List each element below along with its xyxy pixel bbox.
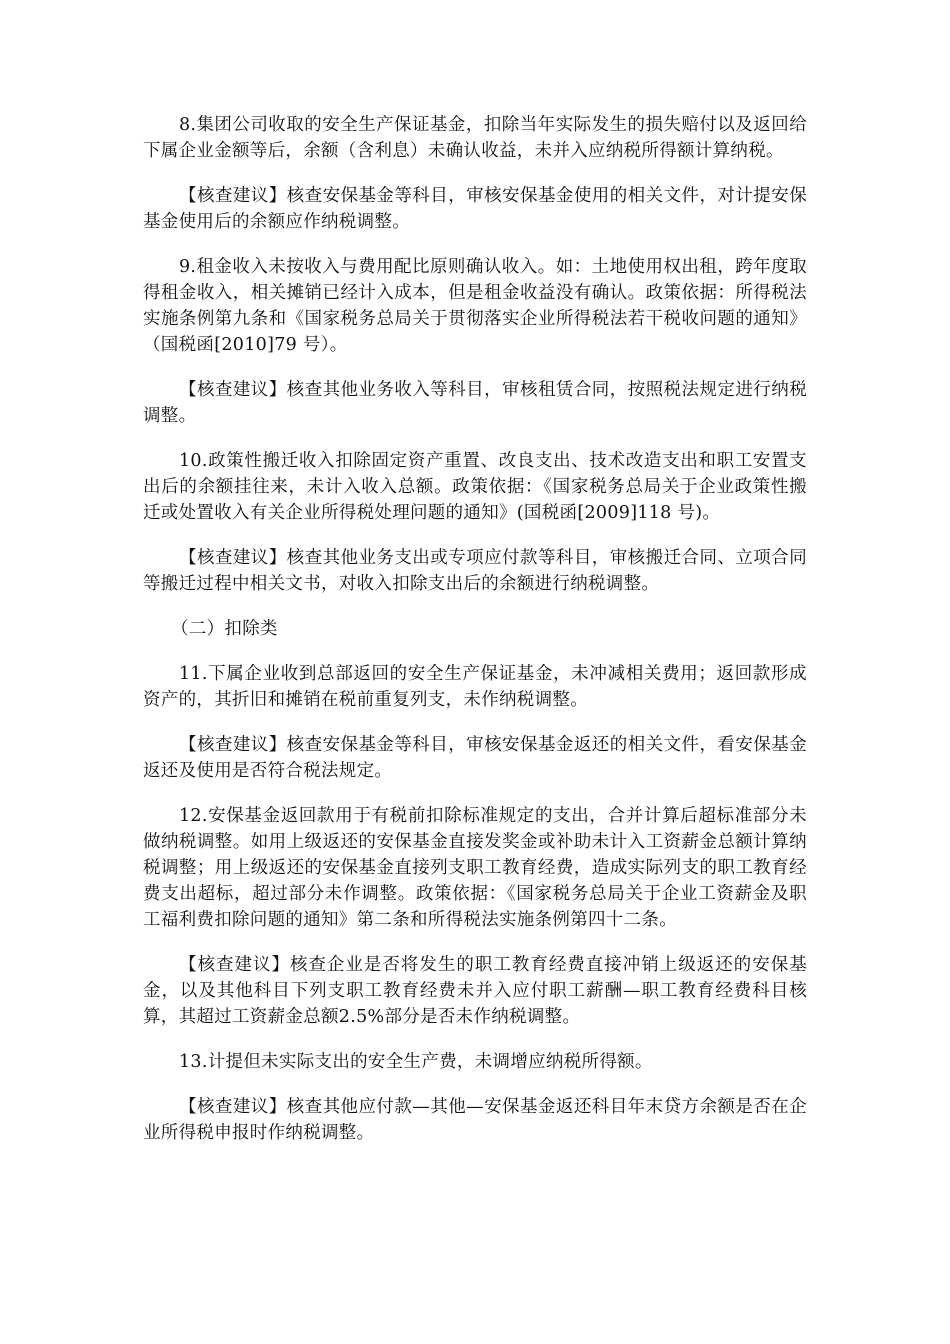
section-heading-deductions: （二）扣除类 [171,619,278,639]
paragraph-item-12: 12.安保基金返回款用于有税前扣除标准规定的支出，合并计算后超标准部分未做纳税调整。如用上级返还的安保基金直接发奖金或补助未计入工资薪金总额计算纳税调整；用上级返还的安保基金直接列支职工教育经费，造成实际列支的职工教育经费支出超标，超过部分未作调整。政策依据：《国家税务总局关于企业工资薪金及职工福利费扣除问题的通知》第二条和所得税法实施条例第四十二条。 [143,806,807,930]
paragraph-check-advice-8: 【核查建议】核查安保基金等科目，审核安保基金使用的相关文件，对计提安保基金使用后的余额应作纳税调整。 [143,186,807,232]
paragraph-check-advice-10: 【核查建议】核查其他业务支出或专项应付款等科目，审核搬迁合同、立项合同等搬迁过程中相关文书，对收入扣除支出后的余额进行纳税调整。 [143,548,807,594]
paragraph-item-8: 8.集团公司收取的安全生产保证基金，扣除当年实际发生的损失赔付以及返回给下属企业金额等后，余额（含利息）未确认收益，未并入应纳税所得额计算纳税。 [143,115,807,161]
paragraph-check-advice-9: 【核查建议】核查其他业务收入等科目，审核租赁合同，按照税法规定进行纳税调整。 [143,380,807,426]
paragraph-item-11: 11.下属企业收到总部返回的安全生产保证基金，未冲减相关费用；返回款形成资产的，其折旧和摊销在税前重复列支，未作纳税调整。 [143,664,807,710]
paragraph-check-advice-12: 【核查建议】核查企业是否将发生的职工教育经费直接冲销上级返还的安保基金，以及其他科目下列支职工教育经费未并入应付职工薪酬—职工教育经费科目核算，其超过工资薪金总额2.5%部分是否未作纳税调整。 [143,955,807,1027]
paragraph-check-advice-11: 【核查建议】核查安保基金等科目，审核安保基金返还的相关文件，看安保基金返还及使用是否符合税法规定。 [143,735,807,781]
paragraph-item-9: 9.租金收入未按收入与费用配比原则确认收入。如：土地使用权出租，跨年度取得租金收入，相关摊销已经计入成本，但是租金收益没有确认。政策依据：所得税法实施条例第九条和《国家税务总局关于贯彻落实企业所得税法若干税收问题的通知》（国税函[2010]79 号）。 [143,257,807,355]
paragraph-item-13: 13.计提但未实际支出的安全生产费，未调增应纳税所得额。 [179,1052,653,1072]
paragraph-item-10: 10.政策性搬迁收入扣除固定资产重置、改良支出、技术改造支出和职工安置支出后的余额挂往来，未计入收入总额。政策依据：《国家税务总局关于企业政策性搬迁或处置收入有关企业所得税处理问题的通知》(国税函[2009]118 号)。 [143,451,807,523]
document-body [143,112,807,1165]
paragraph-check-advice-13: 【核查建议】核查其他应付款—其他—安保基金返还科目年末贷方余额是否在企业所得税申报时作纳税调整。 [143,1097,807,1143]
